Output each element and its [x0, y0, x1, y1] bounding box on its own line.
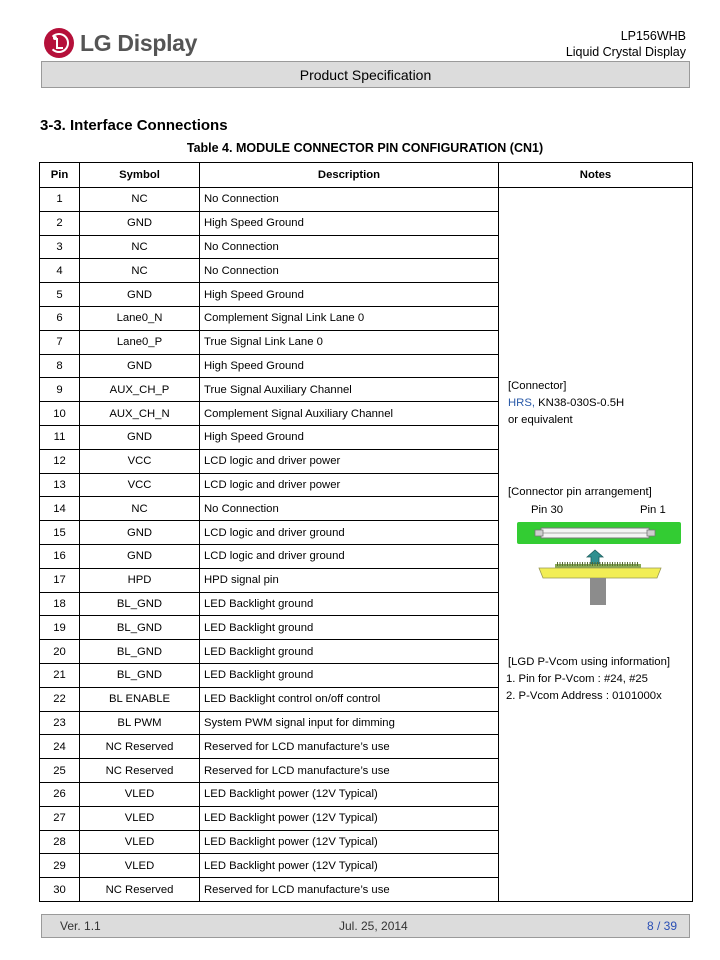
- pin-cell: 14: [40, 497, 80, 521]
- pin-cell: 3: [40, 235, 80, 259]
- pin-cell: 19: [40, 616, 80, 640]
- description-cell: LED Backlight ground: [200, 616, 499, 640]
- symbol-cell: HPD: [80, 568, 200, 592]
- symbol-cell: Lane0_P: [80, 330, 200, 354]
- model-block: [566, 28, 686, 60]
- footer-page-number: 8 / 39: [646, 919, 677, 933]
- footer-version: Ver. 1.1: [60, 919, 101, 933]
- connector-heading: [Connector]: [508, 380, 567, 392]
- lgd-vcom-item-1: 1. Pin for P-Vcom : #24, #25: [506, 673, 648, 685]
- symbol-cell: BL PWM: [80, 711, 200, 735]
- pin-cell: 12: [40, 449, 80, 473]
- connector-alternative: or equivalent: [508, 414, 573, 426]
- pin-table-body: [40, 188, 693, 902]
- description-cell: Complement Signal Auxiliary Channel: [200, 402, 499, 426]
- symbol-cell: Lane0_N: [80, 306, 200, 330]
- pin-cell: 11: [40, 425, 80, 449]
- symbol-cell: VLED: [80, 854, 200, 878]
- pin-cell: 13: [40, 473, 80, 497]
- description-cell: LCD logic and driver power: [200, 449, 499, 473]
- notes-cell: [499, 188, 693, 902]
- pin-1-label: Pin 1: [640, 504, 666, 516]
- symbol-cell: NC Reserved: [80, 759, 200, 783]
- logo-text: LG Display: [80, 29, 198, 56]
- symbol-cell: AUX_CH_N: [80, 402, 200, 426]
- description-cell: LCD logic and driver ground: [200, 544, 499, 568]
- pin-30-label: Pin 30: [531, 504, 564, 516]
- symbol-cell: BL_GND: [80, 640, 200, 664]
- symbol-cell: NC Reserved: [80, 878, 200, 902]
- model-number: LP156WHB: [620, 29, 686, 43]
- symbol-cell: VLED: [80, 830, 200, 854]
- description-cell: True Signal Link Lane 0: [200, 330, 499, 354]
- description-cell: True Signal Auxiliary Channel: [200, 378, 499, 402]
- description-cell: Reserved for LCD manufacture’s use: [200, 878, 499, 902]
- pin-cell: 21: [40, 663, 80, 687]
- pin-cell: 25: [40, 759, 80, 783]
- description-cell: No Connection: [200, 188, 499, 212]
- description-cell: LED Backlight ground: [200, 592, 499, 616]
- description-cell: LED Backlight control on/off control: [200, 687, 499, 711]
- description-cell: LED Backlight power (12V Typical): [200, 854, 499, 878]
- lgd-vcom-note: [506, 654, 670, 705]
- connector-part: KN38-030S-0.5H: [535, 397, 625, 409]
- symbol-cell: GND: [80, 211, 200, 235]
- description-cell: High Speed Ground: [200, 425, 499, 449]
- pin-cell: 20: [40, 640, 80, 664]
- description-cell: Reserved for LCD manufacture’s use: [200, 735, 499, 759]
- pin-cell: 22: [40, 687, 80, 711]
- symbol-cell: GND: [80, 425, 200, 449]
- pin-cell: 2: [40, 211, 80, 235]
- insert-arrow-icon: [587, 550, 603, 564]
- col-header-notes: Notes: [499, 163, 693, 188]
- symbol-cell: BL ENABLE: [80, 687, 200, 711]
- product-type: Liquid Crystal Display: [565, 45, 686, 59]
- pin-cell: 8: [40, 354, 80, 378]
- cable-tail: [590, 578, 606, 605]
- symbol-cell: VLED: [80, 782, 200, 806]
- symbol-cell: NC: [80, 497, 200, 521]
- pin-cell: 10: [40, 402, 80, 426]
- section-title: 3-3. Interface Connections: [40, 117, 228, 134]
- symbol-cell: NC: [80, 188, 200, 212]
- pin-cell: 4: [40, 259, 80, 283]
- description-cell: LED Backlight power (12V Typical): [200, 830, 499, 854]
- pin-cell: 28: [40, 830, 80, 854]
- table-caption: Table 4. MODULE CONNECTOR PIN CONFIGURATION (CN1): [186, 141, 544, 155]
- table-row: [40, 188, 693, 212]
- pin-cell: 16: [40, 544, 80, 568]
- description-cell: HPD signal pin: [200, 568, 499, 592]
- pin-cell: 7: [40, 330, 80, 354]
- pin-cell: 24: [40, 735, 80, 759]
- lg-display-logo: [44, 26, 197, 60]
- col-header-description: Description: [200, 163, 499, 188]
- symbol-cell: BL_GND: [80, 616, 200, 640]
- cable-plug: [539, 568, 661, 578]
- description-cell: LED Backlight ground: [200, 663, 499, 687]
- doc-title-bar: [41, 61, 690, 88]
- description-cell: No Connection: [200, 259, 499, 283]
- description-cell: LCD logic and driver power: [200, 473, 499, 497]
- pin-cell: 26: [40, 782, 80, 806]
- table-header-row: [40, 163, 693, 188]
- symbol-cell: VLED: [80, 806, 200, 830]
- pin-table: [39, 162, 693, 902]
- symbol-cell: GND: [80, 354, 200, 378]
- description-cell: Reserved for LCD manufacture’s use: [200, 759, 499, 783]
- footer-date: Jul. 25, 2014: [339, 919, 408, 933]
- pin-cell: 5: [40, 283, 80, 307]
- description-cell: High Speed Ground: [200, 211, 499, 235]
- pin-cell: 27: [40, 806, 80, 830]
- pin-cell: 1: [40, 188, 80, 212]
- description-cell: High Speed Ground: [200, 283, 499, 307]
- description-cell: High Speed Ground: [200, 354, 499, 378]
- description-cell: LED Backlight ground: [200, 640, 499, 664]
- description-cell: LCD logic and driver ground: [200, 521, 499, 545]
- pin-cell: 17: [40, 568, 80, 592]
- symbol-cell: AUX_CH_P: [80, 378, 200, 402]
- pin-cell: 6: [40, 306, 80, 330]
- symbol-cell: NC: [80, 259, 200, 283]
- pin-cell: 30: [40, 878, 80, 902]
- lg-face-icon: [44, 28, 74, 58]
- pin-cell: 9: [40, 378, 80, 402]
- symbol-cell: NC: [80, 235, 200, 259]
- lgd-vcom-item-2: 2. P-Vcom Address : 0101000x: [506, 690, 662, 702]
- symbol-cell: BL_GND: [80, 663, 200, 687]
- col-header-pin: Pin: [40, 163, 80, 188]
- description-cell: LED Backlight power (12V Typical): [200, 806, 499, 830]
- connector-maker: HRS,: [508, 397, 535, 409]
- symbol-cell: VCC: [80, 449, 200, 473]
- description-cell: System PWM signal input for dimming: [200, 711, 499, 735]
- pin-cell: 23: [40, 711, 80, 735]
- symbol-cell: NC Reserved: [80, 735, 200, 759]
- connector-part-line: [508, 395, 624, 412]
- symbol-cell: VCC: [80, 473, 200, 497]
- col-header-symbol: Symbol: [80, 163, 200, 188]
- description-cell: No Connection: [200, 235, 499, 259]
- arrangement-heading: [Connector pin arrangement]: [508, 486, 652, 498]
- pin-cell: 15: [40, 521, 80, 545]
- connector-note: [508, 378, 624, 429]
- description-cell: LED Backlight power (12V Typical): [200, 782, 499, 806]
- symbol-cell: GND: [80, 283, 200, 307]
- pin-cell: 18: [40, 592, 80, 616]
- pin-cell: 29: [40, 854, 80, 878]
- description-cell: No Connection: [200, 497, 499, 521]
- symbol-cell: BL_GND: [80, 592, 200, 616]
- symbol-cell: GND: [80, 521, 200, 545]
- lgd-vcom-heading: [LGD P-Vcom using information]: [508, 656, 670, 668]
- connector-diagram: [511, 520, 683, 626]
- symbol-cell: GND: [80, 544, 200, 568]
- footer-bar: [41, 914, 690, 938]
- doc-title: Product Specification: [299, 66, 432, 83]
- description-cell: Complement Signal Link Lane 0: [200, 306, 499, 330]
